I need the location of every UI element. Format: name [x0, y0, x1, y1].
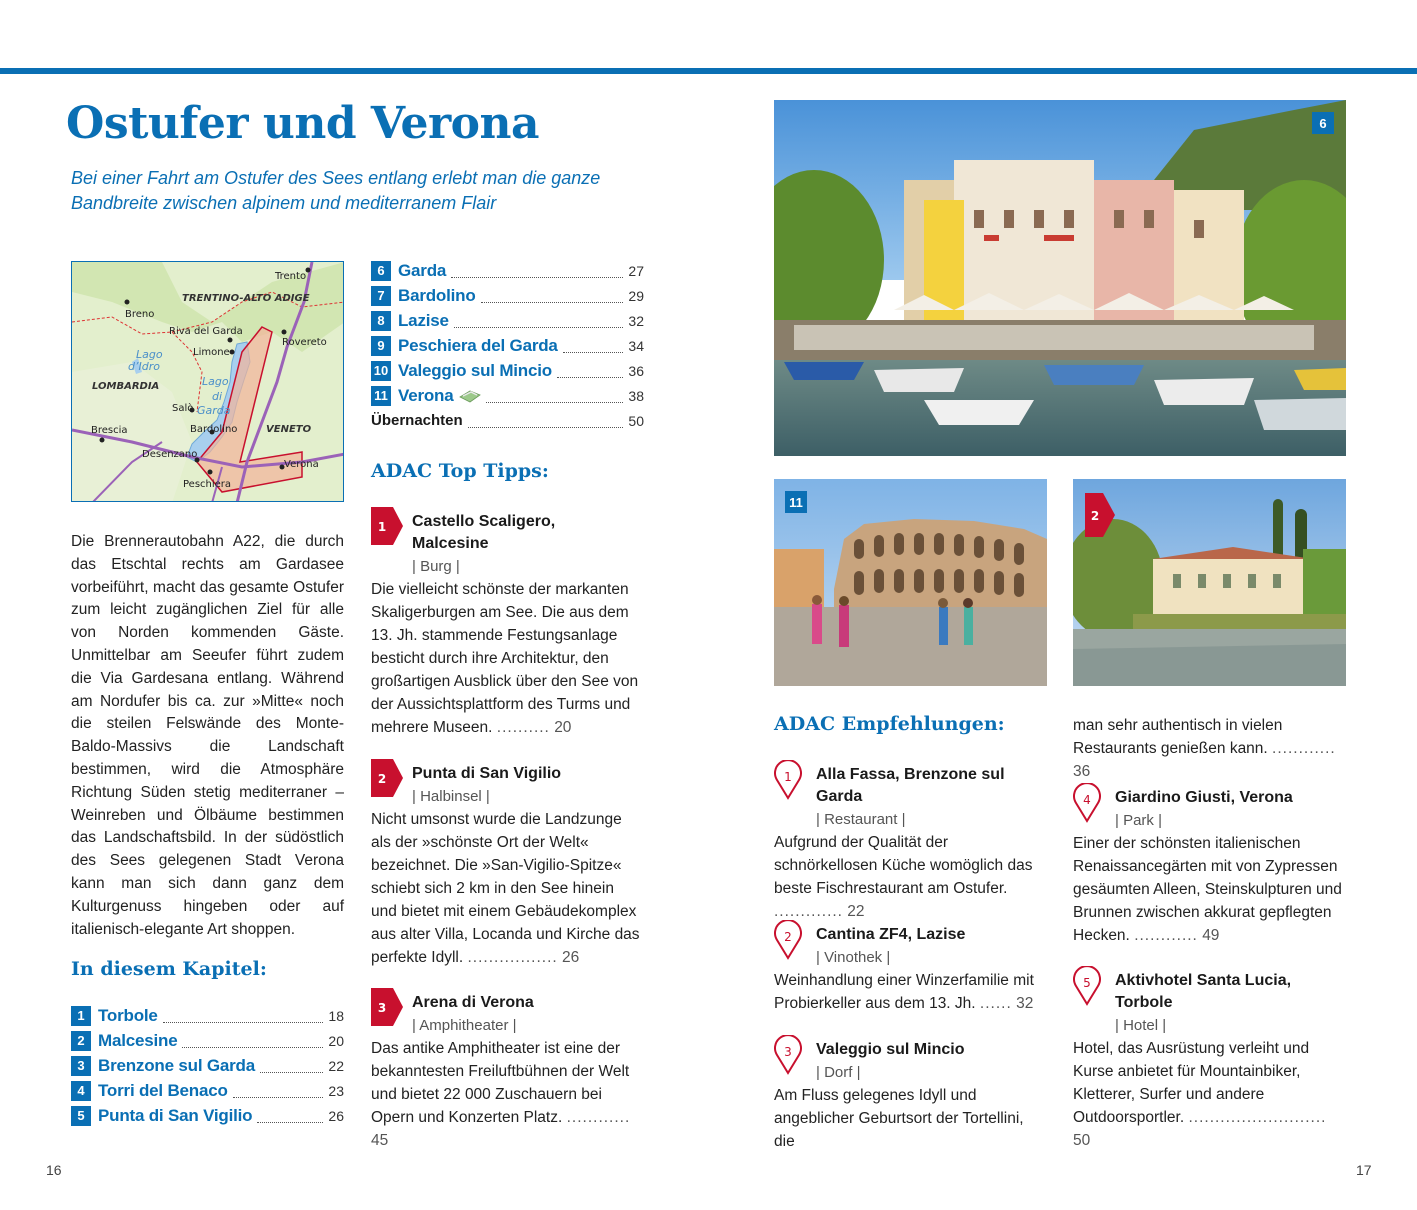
chapter-number: 5 — [71, 1106, 91, 1126]
chapter-page: 38 — [628, 387, 644, 404]
region-map — [71, 261, 344, 502]
leader-dots — [233, 1084, 324, 1098]
tip-title: Arena di Verona — [412, 994, 534, 1011]
top-accent-bar — [0, 68, 1417, 74]
map-label-lago-garda-2: di — [212, 390, 223, 403]
city-map-icon — [459, 389, 481, 403]
recommendation-item: 5 Aktivhotel Santa Lucia, Torbole | Hotel | Hotel, das Ausrüstung verleiht und Kurse anbietet für Mountainbiker, Kletterer, Surfer und andere Outdoorsportler. .......................... 50 — [1073, 966, 1346, 1152]
rec-page: 50 — [1073, 1132, 1091, 1149]
tip-category: | Amphitheater | — [412, 1017, 517, 1034]
chapter-item[interactable] — [371, 358, 644, 383]
svg-text:4: 4 — [1083, 793, 1091, 807]
rec-text: Einer der schönsten italienischen Renaissancegärten mit von Zypressen gesäumten Alleen, Steinskulpturen und Brunnen zwischen akkurat gepflegten Hecken. — [1073, 835, 1342, 944]
top-tip-item: 2 Punta di San Vigilio | Halbinsel | Nicht umsonst wurde die Landzunge als der »schönste Ort der Welt« bezeichnet. Die »San-Vigilio-Spitze« schiebt sich 2 km in den See hinein und bietet mit einem Gebäudekomplex aus alter Villa, Locanda und Kirche das perfekte Idyll. ................. 26 — [371, 759, 644, 969]
tip-title: Castello Scaligero, Malcesine — [412, 513, 556, 552]
location-pin-icon — [774, 1035, 802, 1075]
tip-text: Die vielleicht schönste der markanten Skaligerburgen am See. Die aus dem 13. Jh. stammende Festungsanlage besticht durch ihre Architektur, den großartigen Ausblick über den See von der Aussichtsplattform des Turms und mehrere Museen. — [371, 581, 639, 736]
rec-page: 49 — [1202, 927, 1220, 944]
chapter-number: 11 — [371, 386, 391, 406]
red-flag-icon — [371, 988, 403, 1026]
arena-verona-photo — [774, 479, 1047, 686]
page-number-left: 16 — [46, 1162, 62, 1178]
chapter-page: 27 — [628, 262, 644, 279]
body-text: Die Brennerautobahn A22, die durch das Etschtal rechts am Gardasee vorbeiführt, macht das gesamte Ostufer zum leicht zugänglichen Ziel für alle von Norden kommenden Gäste. Unmittelbar am Seeufer führt zudem die Via Gardesana entlang. Während am Nordufer bis ca. zur »Mitte« noch die steilen Felswände des Monte-Baldo-Massivs die Landschaft bestimmen, wird die Atmosphäre Richtung Süden stetig mediterraner – Weinreben und Ölbäume bestimmen das Landschaftsbild. In der südöstlich des Sees gelegenen Stadt Verona kann man sich dann ganz dem Kulturgenuss hingeben oder auf italienisch-elegante Art shoppen. — [71, 533, 344, 938]
photo-badge: 6 — [1312, 112, 1334, 134]
chapter-page: 20 — [328, 1032, 344, 1049]
leader-dots — [481, 289, 624, 303]
tip-text: Das antike Amphitheater ist eine der bekanntesten Freiluftbühnen der Welt und bietet 22 000 Zuschauern bei Opern und Konzerten Platz. — [371, 1040, 630, 1126]
leader-dots — [182, 1034, 323, 1048]
map-region-lombardia: LOMBARDIA — [92, 381, 160, 392]
chapter-item[interactable] — [71, 1053, 344, 1078]
rec-title: Aktivhotel Santa Lucia, Torbole — [1115, 972, 1292, 1011]
map-region-veneto: VENETO — [266, 424, 312, 435]
chapter-name: Garda — [398, 260, 447, 280]
map-label-bardolino: Bardolino — [190, 424, 238, 435]
tip-category: | Burg | — [412, 558, 460, 575]
location-pin-icon — [1073, 783, 1101, 823]
svg-text:5: 5 — [1083, 976, 1091, 990]
chapter-name: Valeggio sul Mincio — [398, 360, 552, 380]
photo-badge: 11 — [785, 491, 807, 513]
map-label-brescia: Brescia — [91, 425, 128, 436]
chapter-number: 1 — [71, 1006, 91, 1026]
leader-dots — [557, 364, 623, 378]
rec-page: 36 — [1073, 763, 1091, 780]
leader-dots — [486, 389, 624, 403]
chapter-name: Peschiera del Garda — [398, 335, 558, 355]
chapter-name: Lazise — [398, 310, 449, 330]
red-flag-icon — [371, 759, 403, 797]
rec-title: Cantina ZF4, Lazise — [816, 926, 966, 943]
tip-page: 45 — [371, 1132, 389, 1149]
chapter-item[interactable] — [371, 283, 644, 308]
chapter-item[interactable] — [371, 383, 644, 408]
overnight-label: Übernachten — [371, 412, 463, 429]
chapter-page: 23 — [328, 1082, 344, 1099]
location-pin-icon — [1073, 966, 1101, 1006]
rec-page: 32 — [1016, 995, 1034, 1012]
chapter-name: Brenzone sul Garda — [98, 1055, 255, 1075]
chapter-number: 4 — [71, 1081, 91, 1101]
recommendation-item: 2 Cantina ZF4, Lazise | Vinothek | Weinhandlung einer Winzerfamilie mit Probierkeller aus dem 13. Jh. ...... 32 — [774, 920, 1047, 1015]
garda-harbour-photo — [774, 100, 1346, 456]
recommendation-item: 1 Alla Fassa, Brenzone sul Garda | Restaurant | Aufgrund der Qualität der schnörkellosen Küche womöglich das beste Fischrestaurant am Ostufer. ............. 22 — [774, 760, 1047, 923]
leader-dots — [468, 414, 624, 428]
intro-text: Bei einer Fahrt am Ostufer des Sees entlang erlebt man die ganze Bandbreite zwischen alpinem und mediterranem Flair — [71, 168, 601, 213]
chapter-page: 36 — [628, 362, 644, 379]
rec-category: | Restaurant | — [816, 811, 906, 828]
chapter-name: Malcesine — [98, 1030, 178, 1050]
top-tip-item: 1 Castello Scaligero, Malcesine | Burg | Die vielleicht schönste der markanten Skaligerburgen am See. Die aus dem 13. Jh. stammende Festungsanlage besticht durch ihre Architektur, den großartigen Ausblick über den See von der Aussichtsplattform des Turms und mehrere Museen. .......... 20 — [371, 507, 644, 739]
top-tips-heading: ADAC Top Tipps: — [371, 460, 549, 482]
chapter-number: 3 — [71, 1056, 91, 1076]
svg-text:3: 3 — [784, 1045, 792, 1059]
rec-text: Hotel, das Ausrüstung verleiht und Kurse anbietet für Mountainbiker, Kletterer, Surfer und andere Outdoorsportler. — [1073, 1040, 1310, 1126]
rec-text-continued: man sehr authentisch in vielen Restaurants genießen kann. — [1073, 717, 1283, 757]
map-label-lago-idro: Lago — [136, 348, 163, 361]
map-label-desenzano: Desenzano — [142, 449, 198, 460]
chapter-heading: In diesem Kapitel: — [71, 958, 267, 980]
rec-text: Weinhandlung einer Winzerfamilie mit Probierkeller aus dem 13. Jh. — [774, 972, 1034, 1012]
chapter-page: 29 — [628, 287, 644, 304]
chapter-item[interactable] — [371, 333, 644, 358]
leader-dots — [563, 339, 624, 353]
map-label-lago-idro-2: d’Idro — [128, 360, 160, 373]
chapter-number: 9 — [371, 336, 391, 356]
svg-text:2: 2 — [377, 772, 387, 786]
recommendation-continued: man sehr authentisch in vielen Restaurants genießen kann. ............ 36 — [1073, 717, 1336, 780]
chapter-page: 18 — [328, 1007, 344, 1024]
chapter-name: Punta di San Vigilio — [98, 1105, 253, 1125]
tip-page: 26 — [562, 949, 580, 966]
chapter-list — [71, 1003, 344, 1128]
chapter-page: 22 — [328, 1057, 344, 1074]
villa-photo — [1073, 479, 1346, 686]
chapter-name: Torri del Benaco — [98, 1080, 228, 1100]
svg-text:2: 2 — [784, 930, 792, 944]
recommendation-item — [774, 1035, 1047, 1153]
rec-text: Aufgrund der Qualität der schnörkellosen Küche womöglich das beste Fischrestaurant am Ostufer. — [774, 834, 1033, 897]
rec-title: Valeggio sul Mincio — [816, 1041, 965, 1058]
location-pin-icon — [774, 760, 802, 800]
recommendations-heading: ADAC Empfehlungen: — [774, 713, 1005, 735]
location-pin-icon — [774, 920, 802, 960]
rec-title: Alla Fassa, Brenzone sul Garda — [816, 766, 1005, 805]
rec-category: | Vinothek | — [816, 949, 891, 966]
chapter-name: Torbole — [98, 1005, 158, 1025]
chapter-number: 7 — [371, 286, 391, 306]
chapter-name: Bardolino — [398, 285, 476, 305]
chapter-item[interactable] — [71, 1078, 344, 1103]
chapter-name: Verona — [398, 385, 454, 405]
chapter-item[interactable] — [71, 1103, 344, 1128]
map-label-limone: Limone — [193, 347, 230, 358]
top-tip-item: 3 Arena di Verona | Amphitheater | Das antike Amphitheater ist eine der bekanntesten Freiluftbühnen der Welt und bietet 22 000 Zuschauern bei Opern und Konzerten Platz. ............ 45 — [371, 988, 644, 1152]
tip-text: Nicht umsonst wurde die Landzunge als der »schönste Ort der Welt« bezeichnet. Die »San-Vigilio-Spitze« schiebt sich 2 km in den See hinein und bietet mit einem Gebäudekomplex aus alter Villa, Locanda und Kirche das perfekte Idyll. — [371, 811, 640, 966]
chapter-page: 34 — [628, 337, 644, 354]
map-label-breno: Breno — [125, 309, 155, 320]
leader-dots — [451, 264, 623, 278]
map-label-trento: Trento — [275, 271, 307, 282]
tip-category: | Halbinsel | — [412, 788, 490, 805]
tip-page: 20 — [554, 719, 572, 736]
rec-category: | Hotel | — [1115, 1017, 1167, 1034]
overnight-item[interactable] — [371, 408, 644, 433]
map-label-rovereto: Rovereto — [282, 337, 327, 348]
overnight-page: 50 — [628, 412, 644, 429]
map-label-lago-garda-3: Garda — [197, 404, 231, 417]
rec-title: Giardino Giusti, Verona — [1115, 789, 1293, 806]
map-label-riva: Riva del Garda — [169, 326, 243, 337]
chapter-item[interactable] — [71, 1028, 344, 1053]
chapter-number: 6 — [371, 261, 391, 281]
svg-text:1: 1 — [784, 770, 792, 784]
chapter-item[interactable] — [371, 258, 644, 283]
svg-text:3: 3 — [377, 1001, 387, 1015]
leader-dots — [257, 1109, 323, 1123]
red-flag-icon — [1085, 493, 1115, 537]
tip-title: Punta di San Vigilio — [412, 765, 562, 782]
page-number-right: 17 — [1356, 1162, 1372, 1178]
map-region-trentino: TRENTINO-ALTO ADIGE — [182, 293, 310, 304]
chapter-page: 32 — [628, 312, 644, 329]
map-label-verona: Verona — [284, 459, 319, 470]
map-label-salo: Salò — [172, 403, 194, 414]
chapter-page: 26 — [328, 1107, 344, 1124]
chapter-number: 8 — [371, 311, 391, 331]
chapter-number: 10 — [371, 361, 391, 381]
recommendation-item: 4 Giardino Giusti, Verona | Park | Einer der schönsten italienischen Renaissancegärten mit von Zypressen gesäumten Alleen, Steinskulpturen und Brunnen zwischen akkurat gepflegten Hecken. ............ 49 — [1073, 783, 1346, 947]
leader-dots — [260, 1059, 323, 1073]
chapter-item[interactable] — [371, 308, 644, 333]
map-label-peschiera: Peschiera — [183, 479, 232, 490]
rec-category: | Dorf | — [816, 1064, 861, 1081]
svg-text:2: 2 — [1090, 509, 1100, 523]
rec-text: Am Fluss gelegenes Idyll und angeblicher Geburtsort der Tortellini, die — [774, 1087, 1024, 1150]
rec-category: | Park | — [1115, 812, 1162, 829]
leader-dots — [454, 314, 624, 328]
map-label-lago-garda-1: Lago — [202, 375, 229, 388]
red-flag-icon — [371, 507, 403, 545]
svg-text:1: 1 — [377, 520, 387, 534]
chapter-item[interactable] — [71, 1003, 344, 1028]
rec-page: 22 — [847, 903, 865, 920]
page-title: Ostufer und Verona — [66, 98, 540, 149]
chapter-number: 2 — [71, 1031, 91, 1051]
chapter-list-2 — [371, 258, 644, 433]
leader-dots — [163, 1009, 324, 1023]
